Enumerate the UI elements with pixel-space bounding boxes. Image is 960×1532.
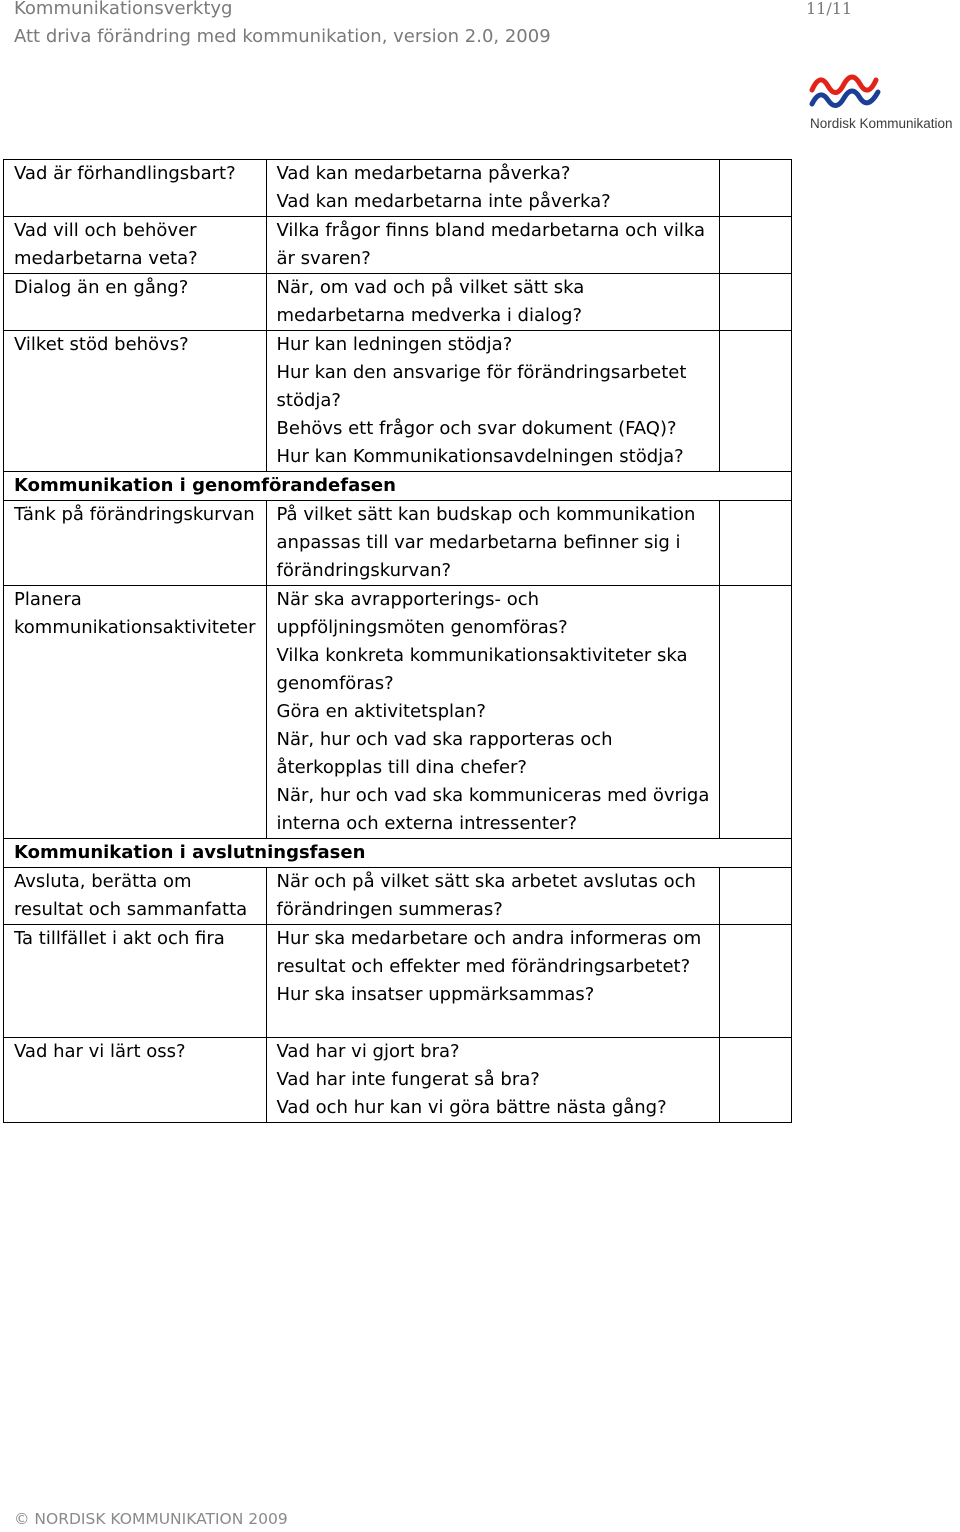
section-heading: Kommunikation i genomförandefasen: [4, 472, 792, 501]
question-line: Vad kan medarbetarna inte påverka?: [276, 191, 611, 212]
question-line: När, hur och vad ska kommuniceras med övriga: [276, 785, 710, 806]
topic-cell: [4, 274, 267, 331]
question-line: är svaren?: [276, 248, 371, 269]
question-cell: [266, 586, 720, 839]
table-row: [4, 274, 792, 331]
question-line: anpassas till var medarbetarna befinner sig i: [276, 532, 681, 553]
question-line: Hur kan ledningen stödja?: [276, 334, 513, 355]
table-row: [4, 331, 792, 472]
question-cell: [266, 868, 720, 925]
topic-cell: [4, 586, 267, 839]
topic-cell: [4, 925, 267, 1038]
question-cell: [266, 501, 720, 586]
table-row: [4, 501, 792, 586]
question-line: interna och externa intressenter?: [276, 813, 577, 834]
topic-cell: [4, 160, 267, 217]
question-line: resultat och effekter med förändringsarbetet?: [276, 956, 691, 977]
topic-line: Ta tillfället i akt och fira: [14, 928, 225, 949]
question-line: förändringen summeras?: [276, 899, 503, 920]
question-line: Vilka frågor finns bland medarbetarna och vilka: [276, 220, 706, 241]
section-row: [4, 472, 792, 501]
topic-cell: [4, 331, 267, 472]
topic-line: Vad har vi lärt oss?: [14, 1041, 186, 1062]
question-line: Hur ska insatser uppmärksammas?: [276, 984, 595, 1005]
question-line: Hur ska medarbetare och andra informeras om: [276, 928, 702, 949]
question-line: förändringskurvan?: [276, 560, 452, 581]
question-line: genomföras?: [276, 673, 394, 694]
copyright-footer: © NORDISK KOMMUNIKATION 2009: [14, 1510, 288, 1528]
checkbox-cell: [720, 331, 792, 472]
checkbox-cell: [720, 501, 792, 586]
checklist-table: [3, 159, 792, 1123]
table-row: [4, 586, 792, 839]
question-cell: [266, 925, 720, 1038]
topic-line: Vad är förhandlingsbart?: [14, 163, 236, 184]
topic-cell: [4, 868, 267, 925]
topic-line: kommunikationsaktiviteter: [14, 617, 256, 638]
topic-line: Avsluta, berätta om: [14, 871, 192, 892]
topic-line: Tänk på förändringskurvan: [14, 504, 255, 525]
section-row: [4, 839, 792, 868]
question-line: medarbetarna medverka i dialog?: [276, 305, 583, 326]
checkbox-cell: [720, 274, 792, 331]
question-line: När ska avrapporterings- och: [276, 589, 540, 610]
checkbox-cell: [720, 160, 792, 217]
question-line: stödja?: [276, 390, 341, 411]
nordisk-kommunikation-logo: [808, 70, 960, 136]
page-number: 11/11: [806, 0, 853, 18]
topic-line: resultat och sammanfatta: [14, 899, 248, 920]
question-line: Vad har vi gjort bra?: [276, 1041, 460, 1062]
question-line: Vilka konkreta kommunikationsaktiviteter ska: [276, 645, 688, 666]
question-line: När, hur och vad ska rapporteras och: [276, 729, 613, 750]
question-cell: [266, 331, 720, 472]
document-title: Kommunikationsverktyg: [14, 0, 233, 19]
table-row: [4, 1038, 792, 1123]
checkbox-cell: [720, 925, 792, 1038]
topic-cell: [4, 1038, 267, 1123]
question-line: Hur kan Kommunikationsavdelningen stödja?: [276, 446, 684, 467]
table-row: [4, 925, 792, 1038]
question-cell: [266, 217, 720, 274]
question-line: Göra en aktivitetsplan?: [276, 701, 486, 722]
section-heading: Kommunikation i avslutningsfasen: [4, 839, 792, 868]
topic-line: medarbetarna veta?: [14, 248, 198, 269]
question-line: Behövs ett frågor och svar dokument (FAQ)?: [276, 418, 677, 439]
question-cell: [266, 1038, 720, 1123]
question-line: uppföljningsmöten genomföras?: [276, 617, 568, 638]
question-line: Vad kan medarbetarna påverka?: [276, 163, 571, 184]
question-line: Hur kan den ansvarige för förändringsarbetet: [276, 362, 687, 383]
topic-line: Vilket stöd behövs?: [14, 334, 189, 355]
question-line: Vad och hur kan vi göra bättre nästa gång?: [276, 1097, 667, 1118]
table-row: [4, 217, 792, 274]
question-cell: [266, 160, 720, 217]
question-cell: [266, 274, 720, 331]
checkbox-cell: [720, 868, 792, 925]
logo-text: Nordisk Kommunikation: [810, 116, 953, 131]
question-line: När och på vilket sätt ska arbetet avslutas och: [276, 871, 696, 892]
question-line: återkopplas till dina chefer?: [276, 757, 527, 778]
topic-cell: [4, 501, 267, 586]
document-subtitle: Att driva förändring med kommunikation, version 2.0, 2009: [14, 26, 551, 47]
wave-logo-icon: [808, 70, 888, 110]
checkbox-cell: [720, 217, 792, 274]
question-line: På vilket sätt kan budskap och kommunikation: [276, 504, 696, 525]
topic-line: Dialog än en gång?: [14, 277, 189, 298]
checkbox-cell: [720, 586, 792, 839]
question-line: När, om vad och på vilket sätt ska: [276, 277, 585, 298]
table-row: [4, 868, 792, 925]
topic-line: Vad vill och behöver: [14, 220, 197, 241]
topic-line: Planera: [14, 589, 82, 610]
topic-cell: [4, 217, 267, 274]
question-line: Vad har inte fungerat så bra?: [276, 1069, 540, 1090]
table-row: [4, 160, 792, 217]
checkbox-cell: [720, 1038, 792, 1123]
